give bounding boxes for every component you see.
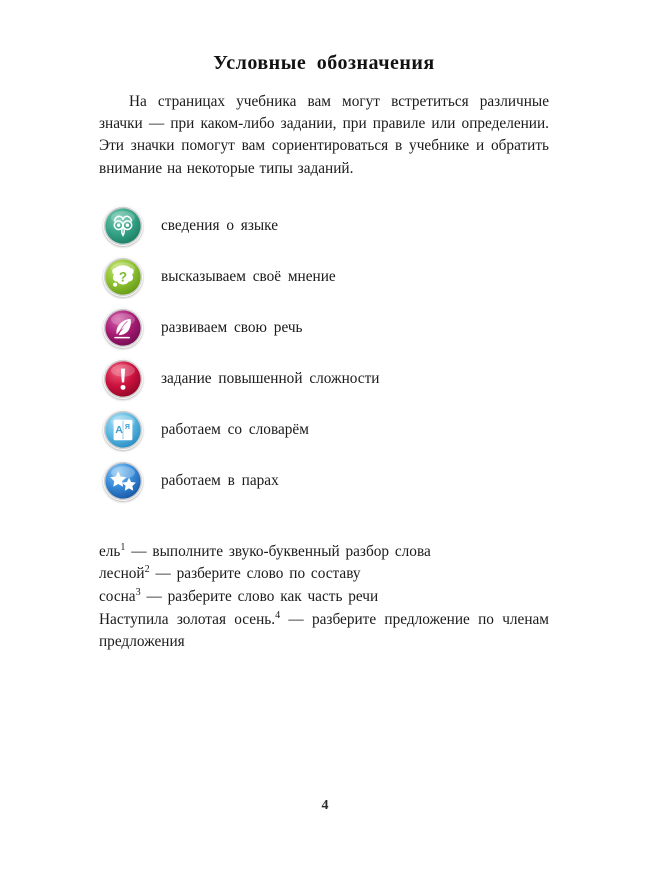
two-stars-icon [103,461,143,501]
legend-list [99,201,549,507]
legend-label-opinion: высказываем своё мнение [161,268,336,286]
owl-icon [103,206,143,246]
parsing-sup-4: 4 [275,609,281,621]
page-content [99,52,549,654]
dictionary-book-icon [103,410,143,450]
parsing-line-3 [99,586,549,609]
parsing-word-3: сосна [99,588,136,605]
legend-label-pairs: работаем в парах [161,472,279,490]
legend-item-advanced [99,354,549,405]
parsing-dash-2: — [149,565,177,583]
legend-label-advanced: задание повышенной сложности [161,370,380,388]
intro-paragraph [99,91,549,180]
parsing-sup-3: 3 [135,586,141,598]
parsing-line-4 [99,609,549,654]
parsing-desc-4: разберите предложение по членам предложения [99,610,549,651]
parsing-desc-1: выполните звуко-буквенный разбор слова [152,542,431,560]
page-title: Условные обозначения [213,52,435,74]
parsing-word-4: Наступила золотая осень. [99,610,276,628]
feather-quill-icon [103,308,143,348]
parsing-key-list [99,541,549,654]
parsing-desc-2: разберите слово по составу [176,565,361,583]
parsing-line-2 [99,563,549,586]
exclamation-mark-icon [103,359,143,399]
parsing-word-1: ель [99,542,121,560]
intro-text: На страницах учебника вам могут встретиться различные значки — при каком-либо задании, при правиле или определении. Эти значки помогут вам сориентироваться в учебнике и обратить внимание на некоторые типы заданий. [99,93,549,177]
svg-text:?: ? [118,269,128,285]
legend-item-owl [99,201,549,252]
legend-label-owl: сведения о языке [161,217,278,235]
parsing-desc-3: разберите слово как часть речи [167,588,379,605]
legend-item-dictionary [99,405,549,456]
page-number: 4 [321,798,329,813]
parsing-sup-2: 2 [144,564,150,576]
parsing-sup-1: 1 [120,541,126,553]
parsing-word-2: лесной [99,565,145,583]
parsing-dash-1: — [125,542,153,560]
parsing-line-1 [99,541,549,564]
parsing-dash-3: — [140,588,168,605]
legend-label-dictionary: работаем со словарём [161,421,309,439]
legend-label-speech: развиваем свою речь [161,319,303,337]
legend-item-pairs [99,456,549,507]
svg-text:А: А [115,424,123,437]
legend-item-opinion [99,252,549,303]
svg-text:Я: Я [124,424,130,432]
parsing-dash-4: — [280,610,312,628]
question-mark-icon [103,257,143,297]
legend-item-speech [99,303,549,354]
